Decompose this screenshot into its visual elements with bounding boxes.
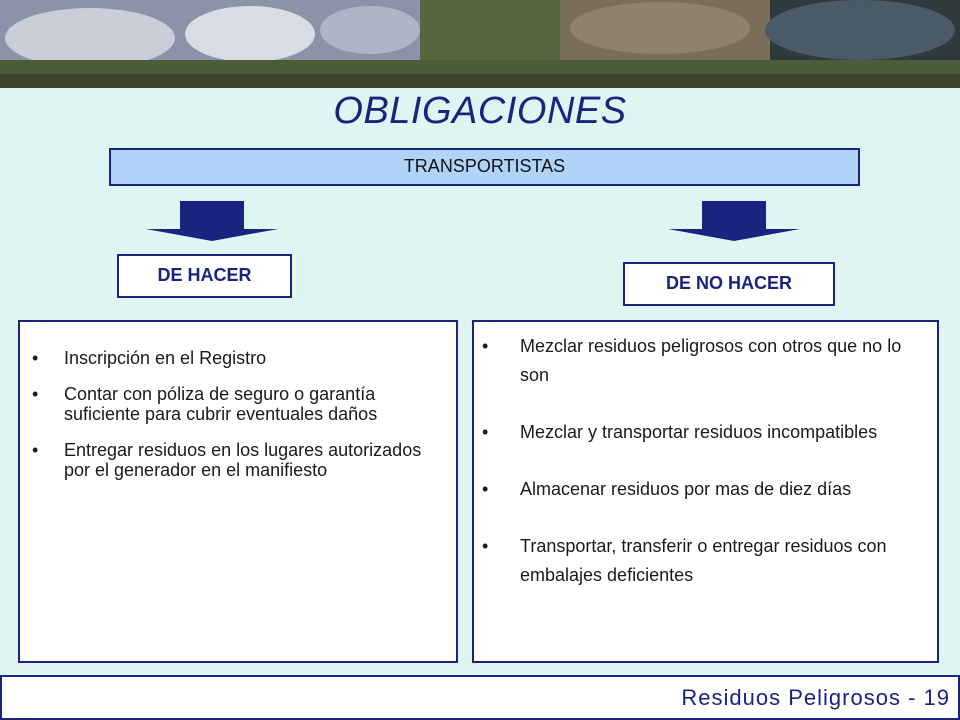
bullet-icon: • — [482, 536, 489, 556]
bullet-icon: • — [32, 440, 39, 460]
list-item-text: Contar con póliza de seguro o garantía suficiente para cubrir eventuales daños — [64, 384, 378, 424]
list-item-text: Almacenar residuos por mas de diez días — [520, 479, 852, 499]
bullet-icon: • — [482, 336, 489, 356]
list-item — [32, 440, 436, 480]
bullet-icon: • — [482, 422, 489, 442]
list-item — [482, 418, 921, 447]
header-photo — [0, 0, 960, 88]
arrow-down-icon — [146, 201, 278, 241]
footer-bar — [0, 675, 960, 720]
list-item-text: Entregar residuos en los lugares autorizados por el generador en el manifiesto — [64, 440, 422, 480]
bullet-icon: • — [482, 479, 489, 499]
transportistas-header: TRANSPORTISTAS — [109, 148, 860, 186]
page-title: OBLIGACIONES — [333, 90, 627, 132]
list-item — [482, 475, 921, 504]
de-hacer-list — [18, 320, 458, 663]
bullet-icon: • — [32, 348, 39, 368]
de-no-hacer-list — [472, 320, 939, 663]
arrow-down-icon — [668, 201, 800, 241]
list-item — [482, 332, 921, 390]
de-no-hacer-label: DE NO HACER — [623, 262, 835, 306]
footer-text: Residuos Peligrosos - 19 — [681, 685, 950, 710]
de-hacer-label: DE HACER — [117, 254, 292, 298]
header-photo-image — [0, 0, 960, 88]
list-item — [32, 384, 436, 424]
list-item — [32, 348, 436, 368]
list-item — [482, 532, 921, 590]
list-item-text: Transportar, transferir o entregar residuos con embalajes deficientes — [520, 536, 887, 585]
list-item-text: Inscripción en el Registro — [64, 348, 267, 368]
list-item-text: Mezclar residuos peligrosos con otros que no lo son — [520, 336, 902, 385]
bullet-icon: • — [32, 384, 39, 404]
list-item-text: Mezclar y transportar residuos incompatibles — [520, 422, 878, 442]
